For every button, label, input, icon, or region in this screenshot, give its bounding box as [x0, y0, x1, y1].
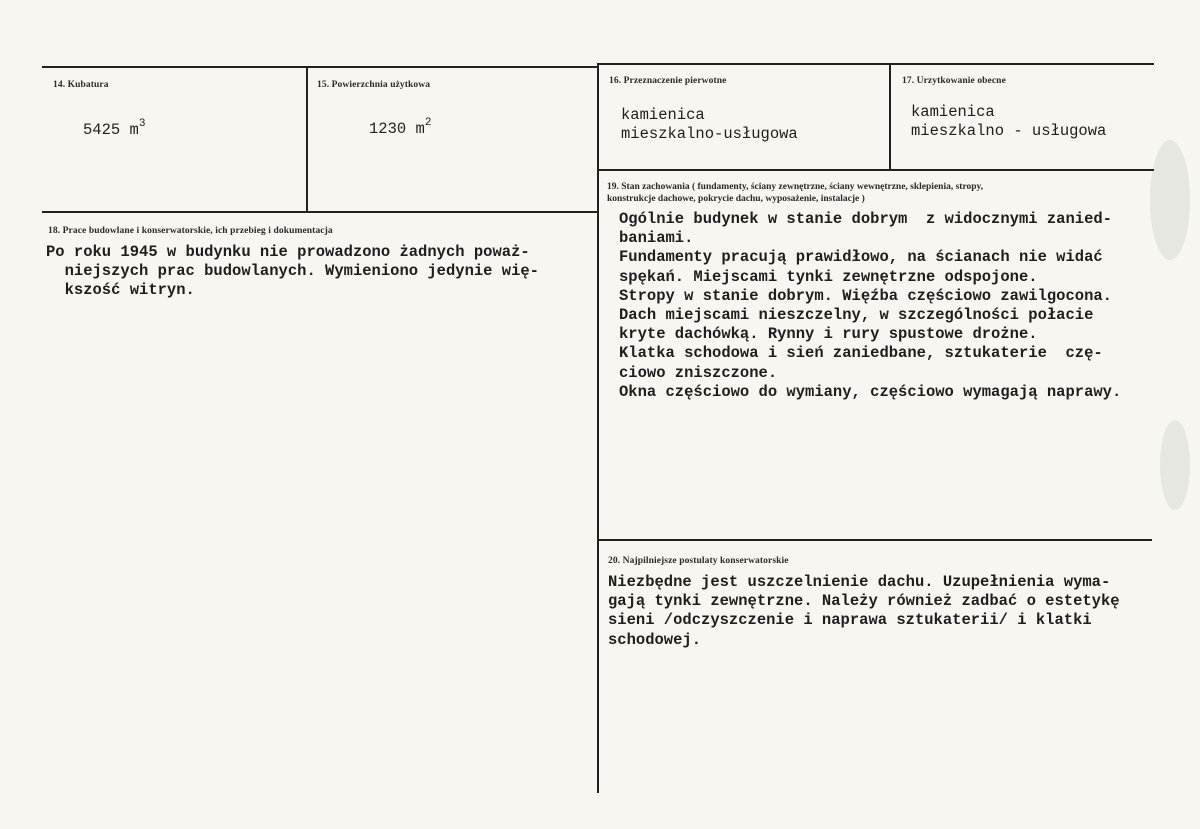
top-rule-left	[42, 66, 598, 68]
text-line: baniami.	[619, 229, 694, 248]
field-15-value	[369, 115, 431, 139]
field-14-label: 14. Kubatura	[53, 80, 109, 90]
text-line: mieszkalno-usługowa	[621, 125, 798, 144]
paper-smudge	[1150, 140, 1190, 260]
field-18-label: 18. Prace budowlane i konserwatorskie, ich przebieg i dokumentacja	[48, 226, 333, 236]
text-line: kszość witryn.	[46, 281, 195, 300]
text-line: niejszych prac budowlanych. Wymieniono jedynie wię-	[46, 262, 539, 281]
field-19-value	[619, 210, 1121, 402]
field-18-value	[46, 243, 539, 301]
volume-value: 5425 m	[83, 121, 139, 140]
volume-unit-exponent: 3	[138, 118, 146, 130]
rule-above-20	[598, 539, 1152, 541]
field-19-label-line: konstrukcje dachowe, pokrycie dachu, wyposażenie, instalacje )	[607, 194, 865, 204]
field-16-value	[621, 106, 798, 144]
field-17-value	[911, 103, 1106, 141]
divider-main	[597, 63, 599, 793]
text-line: Stropy w stanie dobrym. Więźba częściowo zawilgocona.	[619, 286, 1112, 305]
rule-under-16-17	[598, 169, 1154, 171]
text-line: sieni /odczyszczenie i naprawa sztukaterii/ i klatki	[608, 611, 1092, 630]
text-line: gają tynki zewnętrzne. Należy również zadbać o estetykę	[608, 592, 1120, 611]
text-line: kryte dachówką. Rynny i rury spustowe drożne.	[619, 325, 1038, 344]
rule-above-18	[42, 211, 598, 213]
text-line: kamienica	[911, 103, 995, 121]
text-line: Klatka schodowa i sień zaniedbane, sztukaterie czę-	[619, 344, 1103, 363]
field-19-label-line: 19. Stan zachowania ( fundamenty, ściany zewnętrzne, ściany wewnętrzne, sklepienia, stropy,	[607, 182, 984, 192]
text-line: Dach miejscami nieszczelny, w szczególności połacie	[619, 306, 1094, 325]
field-20-value	[608, 573, 1120, 650]
paper-smudge	[1160, 420, 1190, 510]
field-14-value	[83, 116, 145, 140]
text-line: ciowo zniszczone.	[619, 363, 778, 382]
text-line: mieszkalno - usługowa	[911, 122, 1107, 141]
text-line: schodowej.	[608, 630, 702, 649]
field-16-label: 16. Przeznaczenie pierwotne	[609, 76, 727, 86]
text-line: Fundamenty pracują prawidłowo, na ścianach nie widać	[619, 248, 1103, 267]
text-line: Niezbędne jest uszczelnienie dachu. Uzupełnienia wyma-	[608, 573, 1111, 591]
divider-14-15	[306, 66, 308, 212]
text-line: Okna częściowo do wymiany, częściowo wymagają naprawy.	[619, 382, 1122, 401]
text-line: Ogólnie budynek w stanie dobrym z widocznymi zanied-	[619, 210, 1112, 228]
field-20-label: 20. Najpilniejsze postulaty konserwatorskie	[608, 556, 789, 566]
area-unit-exponent: 2	[424, 117, 432, 129]
area-value: 1230 m	[369, 120, 425, 139]
field-17-label: 17. Urzytkowanie obecne	[902, 76, 1006, 86]
divider-16-17	[889, 63, 891, 170]
top-rule-right	[598, 63, 1154, 65]
field-19-label	[607, 181, 1147, 205]
text-line: Po roku 1945 w budynku nie prowadzono żadnych poważ-	[46, 243, 530, 261]
text-line: spękań. Miejscami tynki zewnętrzne odspojone.	[619, 267, 1038, 286]
field-15-label: 15. Powierzchnia użytkowa	[317, 80, 431, 90]
text-line: kamienica	[621, 106, 705, 124]
